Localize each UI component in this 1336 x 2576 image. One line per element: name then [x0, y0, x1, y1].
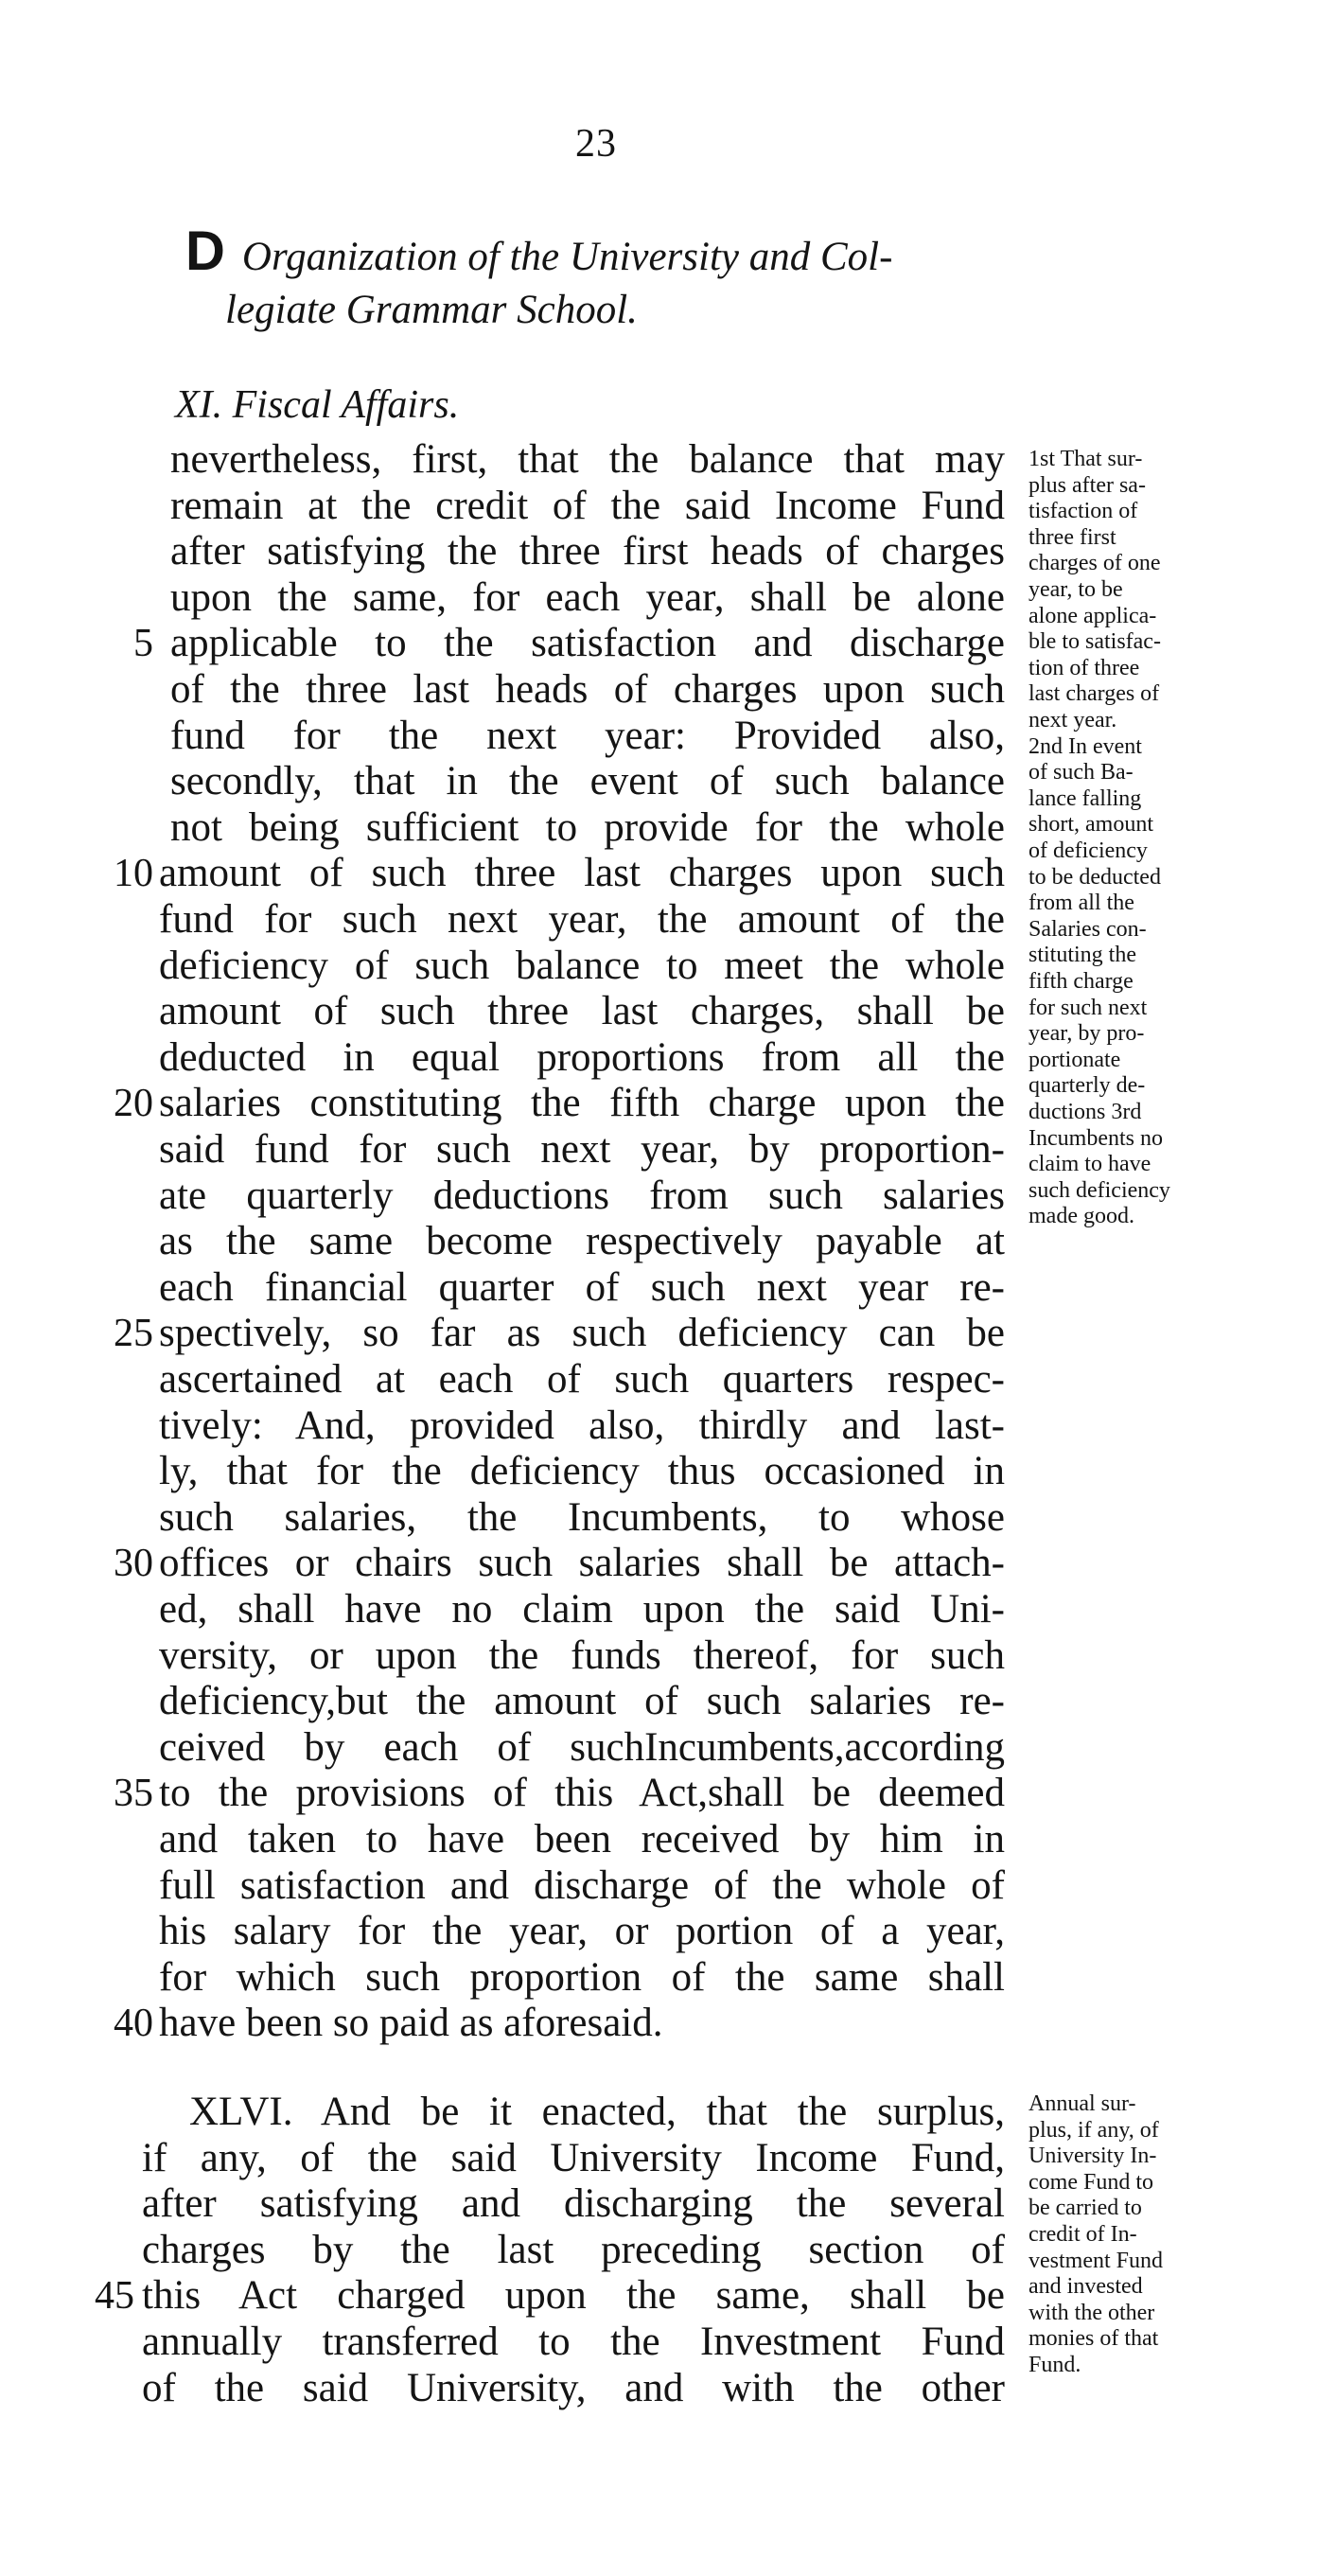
text-line: charges by the last preceding section of	[142, 2227, 1005, 2272]
text-line: versity, or upon the funds thereof, for such	[159, 1632, 1005, 1678]
margin-note-line: credit of In-	[1028, 2222, 1137, 2247]
margin-note-line: made good.	[1028, 1204, 1134, 1229]
text-line: ceived by each of suchIncumbents,according	[159, 1724, 1005, 1770]
margin-note-line: ble to satisfac-	[1028, 629, 1161, 655]
text-line: fund for the next year: Provided also,	[170, 713, 1005, 758]
text-line: XLVI. And be it enacted, that the surplus,	[189, 2090, 1005, 2134]
margin-note-line: for such next	[1028, 995, 1148, 1020]
text-line: amount of such three last charges, shall be	[159, 989, 1005, 1034]
text-line: full satisfaction and discharge of the whole of	[159, 1862, 1005, 1908]
margin-note-line: last charges of	[1028, 681, 1160, 707]
text-line: his salary for the year, or portion of a year,	[159, 1909, 1005, 1954]
line-number: 30	[114, 1542, 153, 1586]
margin-note-line: charges of one	[1028, 551, 1161, 576]
text-line: and taken to have been received by him in	[159, 1817, 1005, 1861]
text-line: after satisfying the three first heads of charges	[170, 529, 1005, 574]
margin-note-line: 1st That sur-	[1028, 447, 1143, 471]
margin-note-line: with the other	[1028, 2300, 1155, 2325]
text-line: salaries constituting the fifth charge upon the	[159, 1081, 1005, 1126]
margin-note-line: year, by pro-	[1028, 1021, 1145, 1047]
margin-note-line: portionate	[1028, 1047, 1121, 1072]
text-line: as the same become respectively payable at	[159, 1219, 1005, 1264]
line-number: 25	[114, 1312, 153, 1356]
line-number: 35	[114, 1772, 153, 1816]
line-number: 45	[95, 2274, 134, 2319]
page-number: 23	[575, 122, 617, 166]
margin-note-line: quarterly de-	[1028, 1073, 1146, 1099]
margin-note-line: University In-	[1028, 2144, 1157, 2169]
text-line: of the three last heads of charges upon such	[170, 667, 1005, 712]
text-line: fund for such next year, the amount of the	[159, 897, 1005, 942]
margin-note-line: claim to have	[1028, 1152, 1151, 1177]
chapter-heading	[185, 221, 1037, 337]
margin-note-line: to be deducted	[1028, 864, 1161, 890]
text-line: offices or chairs such salaries shall be attach-	[159, 1541, 1005, 1586]
margin-note-line: fifth charge	[1028, 969, 1134, 994]
margin-note-line: of such Ba-	[1028, 760, 1134, 785]
margin-note-line: tion of three	[1028, 655, 1140, 680]
text-line: spectively, so far as such deficiency can be	[159, 1311, 1005, 1356]
margin-note-line: three first	[1028, 524, 1116, 550]
text-line: deducted in equal proportions from all the	[159, 1034, 1005, 1080]
line-number: 20	[114, 1082, 153, 1126]
text-line: deficiency,but the amount of such salaries re-	[159, 1679, 1005, 1724]
line-number: 40	[114, 2002, 153, 2046]
margin-note-line: Incumbents no	[1028, 1125, 1163, 1151]
margin-note-line: 2nd In event	[1028, 733, 1142, 759]
text-line: applicable to the satisfaction and discharge	[170, 621, 1005, 666]
text-line: ate quarterly deductions from such salaries	[159, 1173, 1005, 1218]
margin-note-line: stituting the	[1028, 943, 1136, 968]
line-number: 10	[114, 852, 153, 896]
margin-note-line: Fund.	[1028, 2353, 1081, 2377]
margin-note-line: monies of that	[1028, 2326, 1159, 2352]
margin-note-line: next year.	[1028, 708, 1117, 732]
margin-note-line: plus after sa-	[1028, 472, 1146, 498]
margin-note-line: tisfaction of	[1028, 499, 1138, 524]
text-line: annually transferred to the Investment Fund	[142, 2320, 1005, 2364]
text-line: to the provisions of this Act,shall be deemed	[159, 1771, 1005, 1816]
margin-note-line: lance falling	[1028, 785, 1142, 811]
section-letter: D	[185, 221, 225, 282]
text-line: not being sufficient to provide for the whole	[170, 804, 1005, 850]
text-line: this Act charged upon the same, shall be	[142, 2273, 1005, 2319]
margin-note-line: Salaries con-	[1028, 916, 1147, 942]
text-line: each financial quarter of such next year re-	[159, 1264, 1005, 1310]
margin-note-line: plus, if any, of	[1028, 2117, 1159, 2143]
margin-note-line: and invested	[1028, 2274, 1143, 2300]
subheading: XI. Fiscal Affairs.	[175, 383, 460, 427]
heading-line-1: Organization of the University and Col-	[241, 235, 893, 279]
text-line: remain at the credit of the said Income Fund	[170, 483, 1005, 528]
margin-note-line: from all the	[1028, 891, 1134, 916]
text-line: have been so paid as aforesaid.	[159, 2001, 663, 2046]
line-number: 5	[133, 622, 153, 666]
text-line: after satisfying and discharging the several	[142, 2181, 1005, 2227]
margin-note-line: year, to be	[1028, 577, 1123, 602]
margin-note-line: ductions 3rd	[1028, 1100, 1142, 1124]
text-line: deficiency of such balance to meet the whole	[159, 943, 1005, 988]
margin-note-line: Annual sur-	[1028, 2091, 1136, 2116]
text-line: for which such proportion of the same shall	[159, 1954, 1005, 2000]
text-line: of the said University, and with the other	[142, 2365, 1005, 2410]
text-line: ed, shall have no claim upon the said Uni-	[159, 1587, 1005, 1632]
text-line: ascertained at each of such quarters respec-	[159, 1357, 1005, 1402]
margin-note-line: of deficiency	[1028, 838, 1148, 863]
margin-note-line: alone applica-	[1028, 603, 1157, 628]
text-line: ly, that for the deficiency thus occasioned in	[159, 1449, 1005, 1494]
text-line: amount of such three last charges upon such	[159, 851, 1005, 896]
text-line: such salaries, the Incumbents, to whose	[159, 1494, 1005, 1540]
text-line: secondly, that in the event of such balance	[170, 759, 1005, 804]
text-line: tively: And, provided also, thirdly and last-	[159, 1403, 1005, 1448]
text-line: said fund for such next year, by proportion-	[159, 1127, 1005, 1172]
text-line: upon the same, for each year, shall be alone	[170, 574, 1005, 620]
margin-note-line: short, amount	[1028, 812, 1153, 838]
text-line: nevertheless, first, that the balance that may	[170, 437, 1005, 482]
text-line: if any, of the said University Income Fund,	[142, 2135, 1005, 2180]
margin-note-line: vestment Fund	[1028, 2248, 1163, 2273]
margin-note-line: come Fund to	[1028, 2169, 1153, 2195]
margin-note-line: be carried to	[1028, 2196, 1142, 2221]
heading-line-2: legiate Grammar School.	[225, 288, 638, 332]
margin-note-line: such deficiency	[1028, 1177, 1170, 1203]
